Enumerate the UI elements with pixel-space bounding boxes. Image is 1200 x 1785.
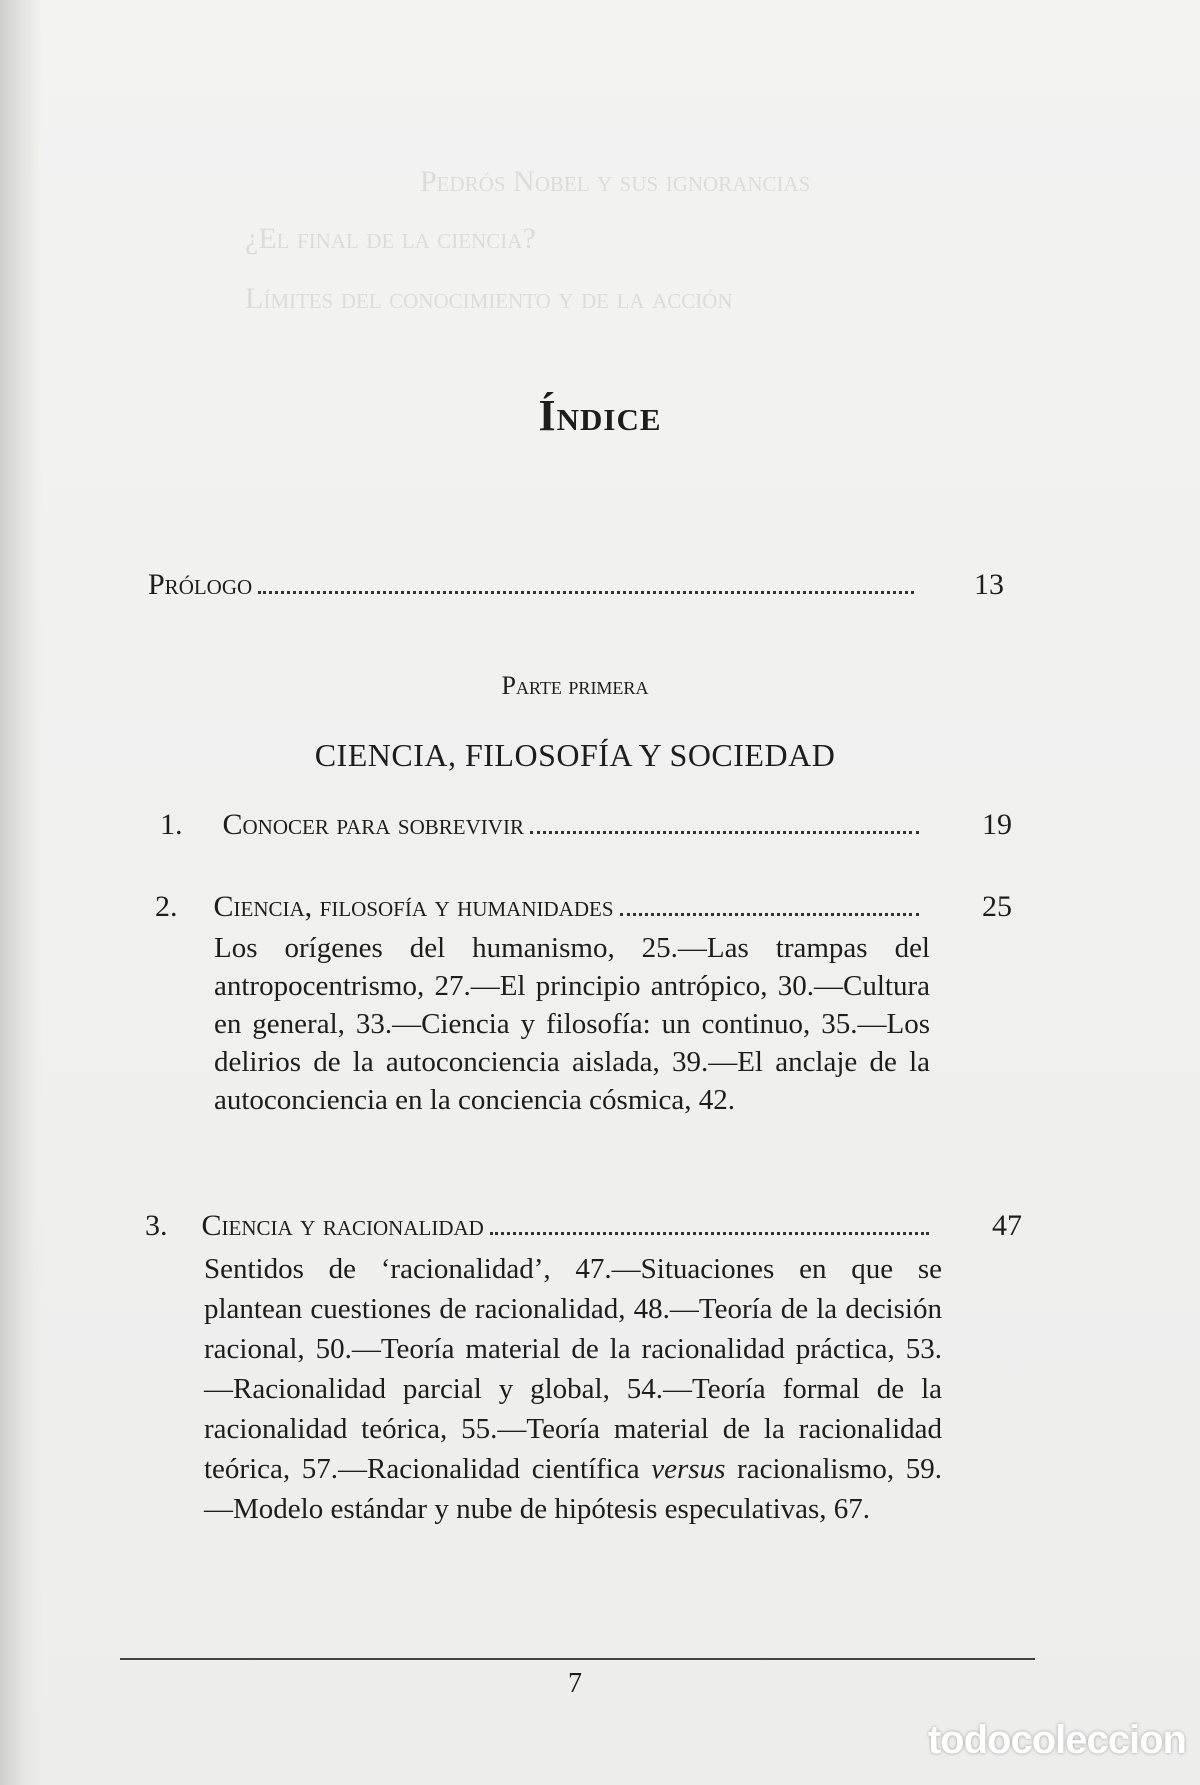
part-label: Parte primera: [501, 671, 649, 700]
toc-entry: [155, 890, 925, 924]
toc-entry-title: Prólogo: [148, 568, 253, 601]
toc-entry-number: 1.: [160, 808, 183, 841]
page-title: Índice: [538, 391, 662, 440]
dot-leader: [258, 591, 914, 594]
bleed-through-line: Límites del conocimiento y de la acción: [245, 282, 733, 315]
toc-entry: [145, 1209, 935, 1243]
toc-page-number: 19: [982, 808, 1012, 841]
footer-rule: [120, 1658, 1035, 1660]
toc-entry-number: 3.: [145, 1209, 168, 1242]
dot-leader: [530, 831, 919, 834]
part-title: CIENCIA, FILOSOFÍA Y SOCIEDAD: [314, 737, 836, 773]
toc-page-number: 47: [992, 1209, 1022, 1242]
bleed-through-line: ¿El final de la ciencia?: [245, 222, 536, 255]
site-watermark: todocoleccion: [927, 1718, 1186, 1762]
bleed-through-line: Pedrós Nobel y sus ignorancias: [420, 165, 811, 198]
toc-entry: [160, 808, 925, 842]
toc-entry-number: 2.: [155, 890, 178, 923]
description-text: racionalismo, 59.—Modelo estándar y nube de hipótesis especulativas, 67.: [204, 1453, 942, 1525]
dot-leader: [490, 1232, 929, 1235]
description-italic: versus: [651, 1453, 726, 1485]
toc-entry-title: Conocer para sobrevivir: [222, 808, 524, 841]
toc-page-number: 25: [982, 890, 1012, 923]
dot-leader: [620, 913, 919, 916]
description-text: Sentidos de ‘racionalidad’, 47.—Situaciones en que se plantean cuestiones de racionalidad, 48.—Teoría de la decisión racional, 50.—Teoría material de la racionalidad práctica, 53.—Racionalidad parcial y global, 54.—Teoría formal de la racionalidad teórica, 55.—Teoría material de la racionalidad teórica, 57.—Racionalidad científica: [204, 1253, 942, 1485]
toc-entry-title: Ciencia, filosofía y humanidades: [213, 890, 614, 923]
toc-entry-description: Los orígenes del humanismo, 25.—Las trampas del antropocentrismo, 27.—El principio antrópico, 30.—Cultura en general, 33.—Ciencia y filosofía: un continuo, 35.—Los delirios de la autoconciencia aislada, 39.—El anclaje de la autoconciencia en la conciencia cósmica, 42.: [214, 932, 930, 1116]
toc-entry-description: [204, 1249, 942, 1529]
page-edge-shadow: [0, 0, 42, 1785]
toc-page-number: 13: [974, 568, 1004, 601]
toc-entry-title: Ciencia y racionalidad: [201, 1209, 484, 1242]
footer-page-number: 7: [568, 1668, 582, 1699]
toc-entry-prologue: [148, 568, 920, 602]
